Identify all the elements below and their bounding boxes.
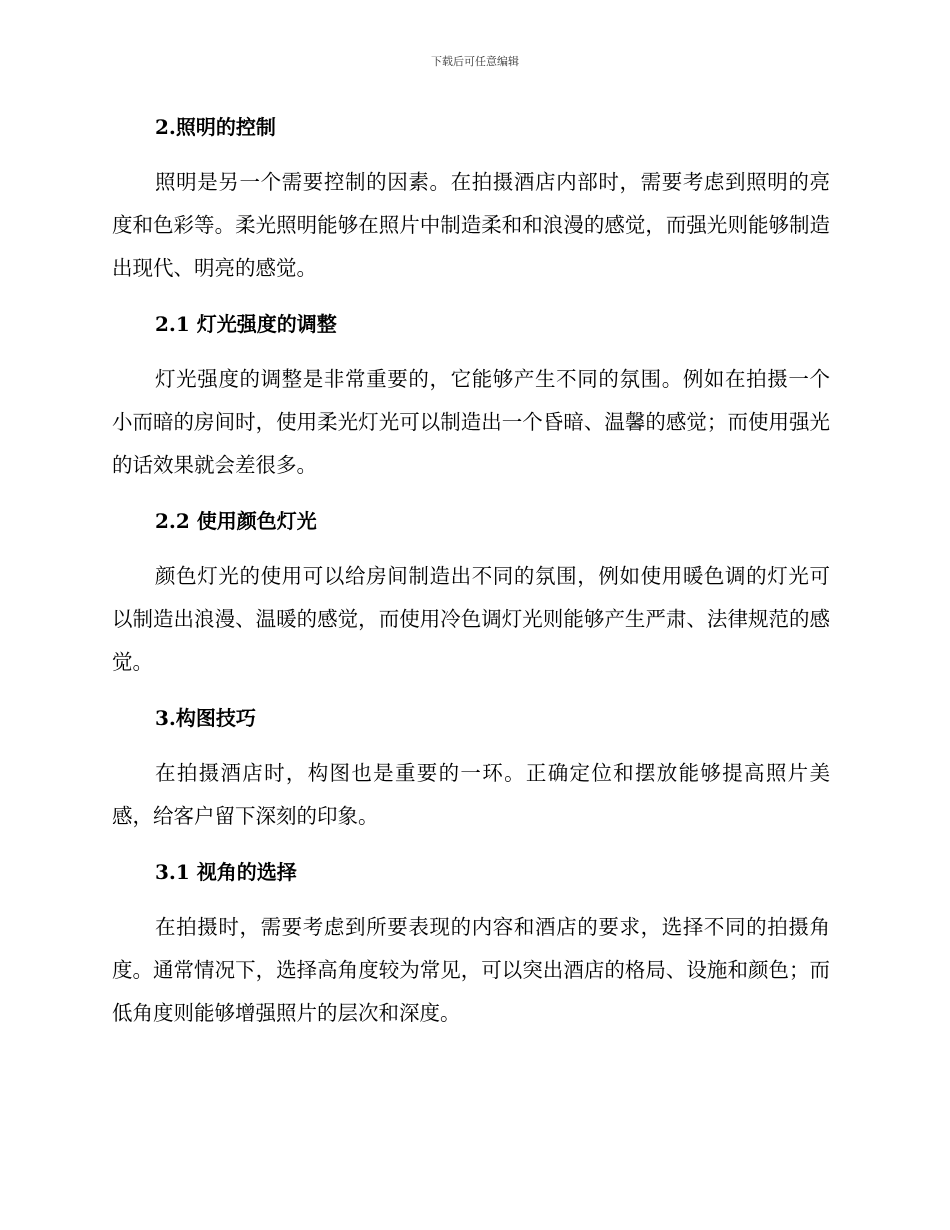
section-heading: 2.照明的控制 [155,115,276,139]
section-paragraph: 照明是另一个需要控制的因素。在拍摄酒店内部时，需要考虑到照明的亮度和色彩等。柔光照明能够在照片中制造柔和和浪漫的感觉，而强光则能够制造出现代、明亮的感觉。 [112,170,830,280]
section-paragraph: 在拍摄酒店时，构图也是重要的一环。正确定位和摆放能够提高照片美感，给客户留下深刻的印象。 [112,761,830,828]
section-paragraph: 在拍摄时，需要考虑到所要表现的内容和酒店的要求，选择不同的拍摄角度。通常情况下，选择高角度较为常见，可以突出酒店的格局、设施和颜色；而低角度则能够增强照片的层次和深度。 [112,915,830,1025]
section-heading: 2.2 使用颜色灯光 [155,509,317,533]
section-paragraph: 灯光强度的调整是非常重要的，它能够产生不同的氛围。例如在拍摄一个小而暗的房间时，使用柔光灯光可以制造出一个昏暗、温馨的感觉；而使用强光的话效果就会差很多。 [112,367,830,477]
section-heading: 2.1 灯光强度的调整 [155,312,337,336]
section-heading: 3.构图技巧 [155,706,256,730]
page-header: 下载后可任意编辑 [431,55,519,68]
document-body [112,110,830,1035]
section-heading: 3.1 视角的选择 [155,860,297,884]
section-paragraph: 颜色灯光的使用可以给房间制造出不同的氛围，例如使用暖色调的灯光可以制造出浪漫、温暖的感觉，而使用冷色调灯光则能够产生严肃、法律规范的感觉。 [112,564,830,674]
